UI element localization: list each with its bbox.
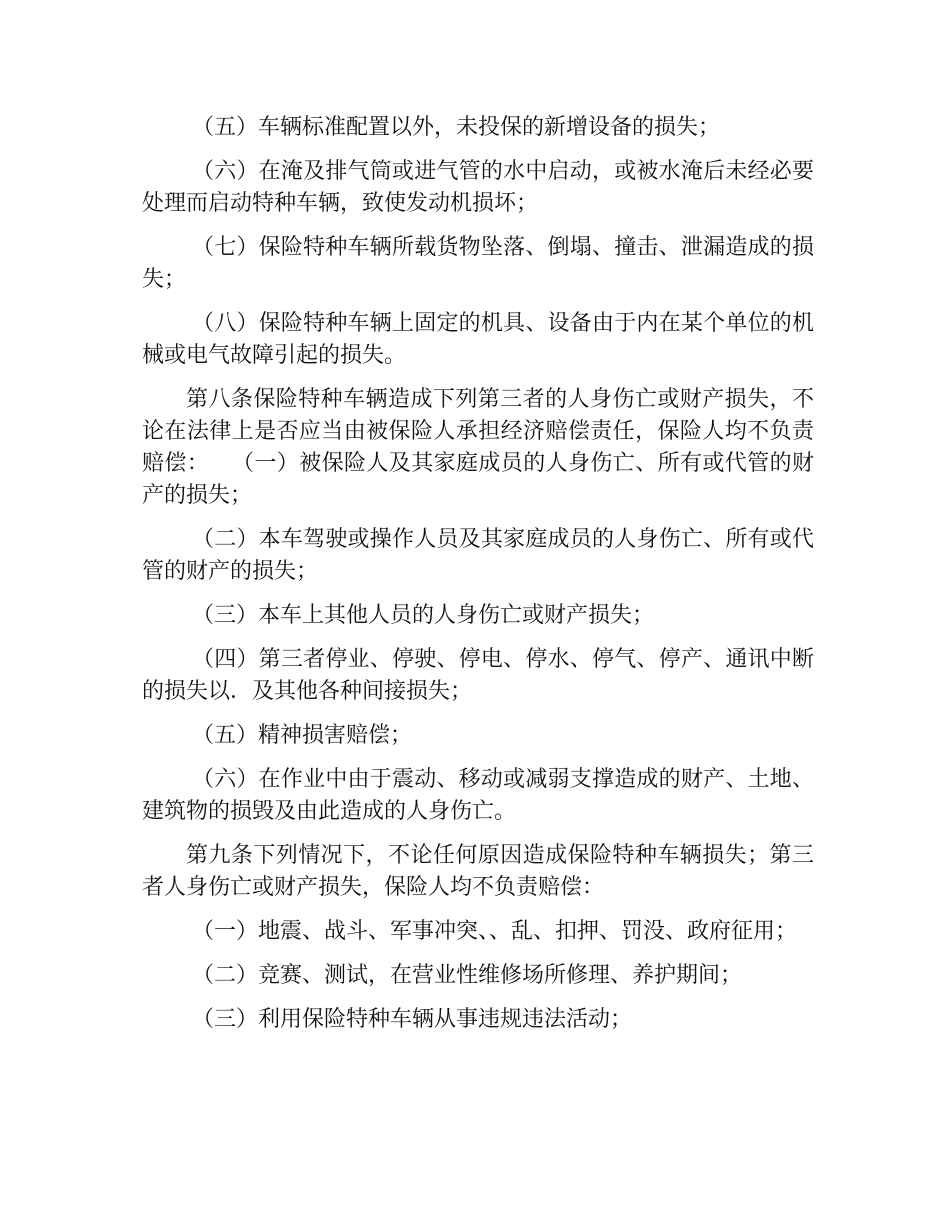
paragraph-article-9: 第九条下列情况下，不论任何原因造成保险特种车辆损失；第三者人身伤亡或财产损失，保险人均不负责赔偿： — [142, 843, 814, 900]
paragraph-item-7-cargo: （七）保险特种车辆所载货物坠落、倒塌、撞击、泄漏造成的损失； — [142, 235, 814, 292]
paragraph-a8-item-3-passengers: （三）本车上其他人员的人身伤亡或财产损失； — [192, 603, 655, 628]
paragraph-a8-item-2-driver: （二）本车驾驶或操作人员及其家庭成员的人身伤亡、所有或代管的财产的损失； — [142, 527, 814, 584]
paragraph-a8-item-5-mental-damage: （五）精神损害赔偿； — [192, 723, 413, 748]
paragraph-a9-item-2-racing: （二）竞赛、测试，在营业性维修场所修理、养护期间； — [192, 963, 743, 988]
paragraph-item-5-unlisted-equipment: （五）车辆标准配置以外，未投保的新增设备的损失； — [192, 115, 721, 140]
paragraph-a8-item-4-indirect-loss: （四）第三者停业、停驶、停电、停水、停气、停产、通讯中断的损失以．及其他各种间接损失； — [142, 647, 814, 704]
paragraph-a9-item-3-illegal-use: （三）利用保险特种车辆从事违规违法活动； — [192, 1007, 633, 1032]
paragraph-a8-item-6-vibration: （六）在作业中由于震动、移动或减弱支撑造成的财产、土地、建筑物的损毁及由此造成的人身伤亡。 — [142, 767, 814, 824]
paragraph-item-8-internal-fault: （八）保险特种车辆上固定的机具、设备由于内在某个单位的机械或电气故障引起的损失。 — [142, 311, 814, 368]
paragraph-a9-item-1-war: （一）地震、战斗、军事冲突、、乱、扣押、罚没、政府征用； — [192, 919, 798, 944]
paragraph-item-6-flood-engine: （六）在淹及排气筒或进气管的水中启动，或被水淹后未经必要处理而启动特种车辆，致使发动机损坏； — [142, 159, 814, 216]
paragraph-article-8: 第八条保险特种车辆造成下列第三者的人身伤亡或财产损失，不论在法律上是否应当由被保险人承担经济赔偿责任，保险人均不负责赔偿： （一）被保险人及其家庭成员的人身伤亡、所有或代管的财产的损失； — [142, 387, 814, 508]
document-body — [142, 112, 814, 1048]
